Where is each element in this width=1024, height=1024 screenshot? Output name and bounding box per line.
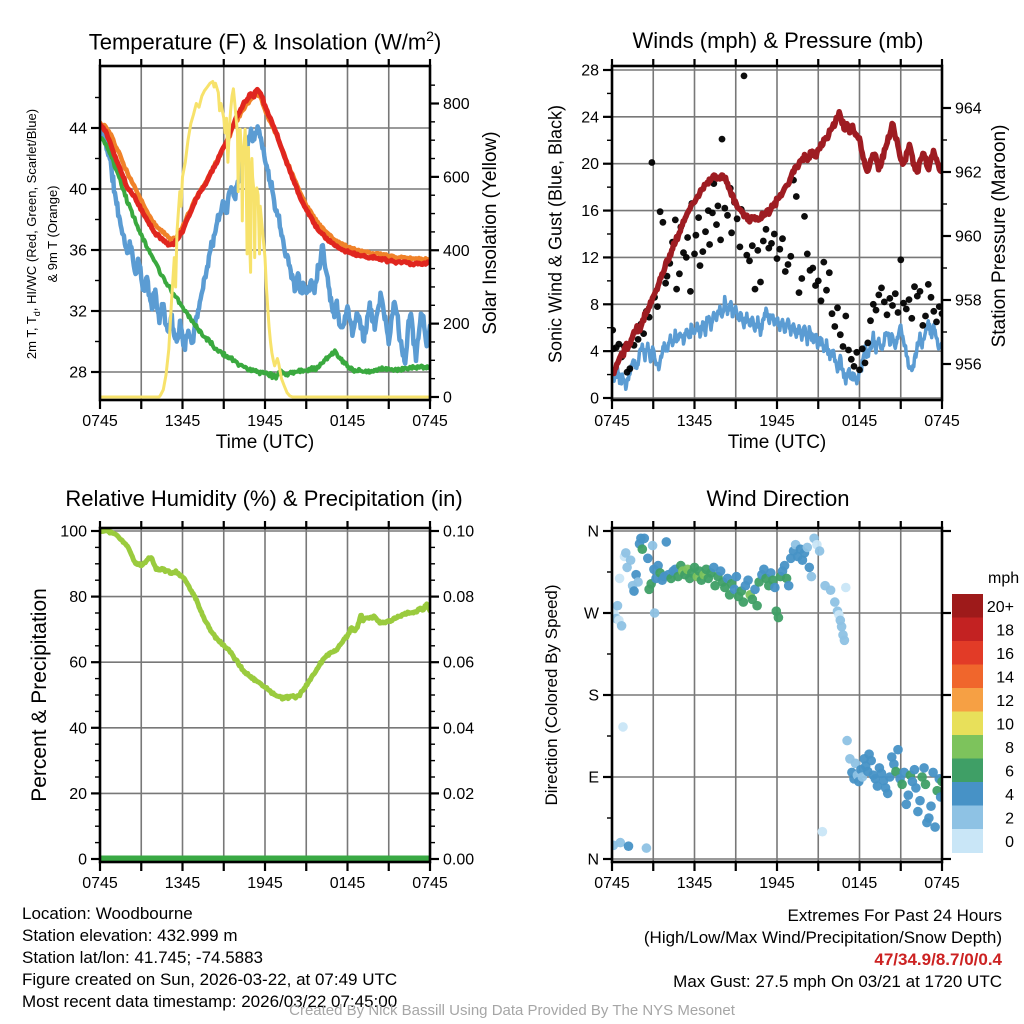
y-tick-label: 20 bbox=[581, 156, 599, 174]
wind-gusts-black-point bbox=[657, 208, 664, 215]
wind-gusts-black-point bbox=[717, 237, 724, 244]
wind-gusts-black-point bbox=[911, 283, 918, 290]
wind-gusts-black-point bbox=[737, 244, 744, 251]
chart-tr bbox=[581, 59, 982, 430]
wind-gusts-black-point bbox=[724, 212, 731, 219]
y-tick-label: 0 bbox=[78, 851, 87, 869]
wind-direction-dots-point bbox=[648, 541, 658, 551]
y-tick-label: 28 bbox=[69, 364, 87, 382]
wind-gusts-black-point bbox=[752, 286, 759, 293]
colorbar-label: 20+ bbox=[986, 598, 1014, 616]
wind-gusts-black-point bbox=[815, 278, 822, 285]
wind-gusts-black-point bbox=[687, 288, 694, 295]
x-tick-label: 1345 bbox=[676, 875, 713, 892]
wind-gusts-black-point bbox=[897, 256, 904, 263]
ylabel-sonic-wind-gust: Sonic Wind & Gust (Blue, Black) bbox=[545, 104, 566, 364]
wind-direction-dots-point bbox=[830, 597, 840, 607]
wind-gusts-black-point bbox=[741, 73, 748, 80]
wind-direction-dots-point bbox=[883, 789, 893, 799]
wind-gusts-black-point bbox=[933, 319, 940, 326]
wind-direction-dots-point bbox=[902, 800, 912, 810]
wind-gusts-black-point bbox=[734, 215, 741, 222]
y-tick-label: 8 bbox=[590, 296, 599, 314]
wind-direction-dots-point bbox=[866, 756, 876, 766]
wind-gusts-black-point bbox=[867, 317, 874, 324]
x-tick-label: 1945 bbox=[759, 413, 795, 430]
wind-gusts-black-point bbox=[654, 303, 661, 310]
wind-gusts-black-point bbox=[749, 242, 756, 249]
wind-direction-dots-point bbox=[803, 543, 813, 553]
wind-gusts-black-point bbox=[862, 360, 869, 367]
y-tick-label: W bbox=[583, 605, 599, 623]
y-tick-label: 80 bbox=[69, 589, 87, 607]
wind-direction-dots-point bbox=[615, 574, 625, 584]
y-tick-label: 600 bbox=[443, 169, 470, 187]
colorbar-label: 16 bbox=[996, 645, 1014, 663]
colorbar-label: 14 bbox=[996, 669, 1014, 687]
wind-gusts-black-point bbox=[776, 246, 783, 253]
chart-tl bbox=[69, 59, 470, 430]
wind-gusts-black-point bbox=[922, 313, 929, 320]
chart-title-humidity-precip: Relative Humidity (%) & Precipitation (in) bbox=[65, 486, 463, 511]
y-tick-label: 4 bbox=[590, 343, 599, 361]
y-tick-label: 0.10 bbox=[443, 523, 475, 541]
wind-gusts-black-point bbox=[693, 232, 700, 239]
wind-gusts-black-point bbox=[782, 268, 789, 275]
x-tick-label: 0145 bbox=[329, 875, 366, 892]
y-tick-label: N bbox=[587, 523, 599, 541]
wind-gusts-black-point bbox=[785, 261, 792, 268]
ylabel-percent-precipitation: Percent & Precipitation bbox=[28, 588, 51, 802]
wind-direction-dots-point bbox=[624, 841, 634, 851]
wind-direction-dots-point bbox=[913, 807, 923, 817]
wind-direction-dots-point bbox=[910, 765, 920, 775]
x-tick-label: 1345 bbox=[164, 413, 201, 430]
wind-direction-dots-point bbox=[780, 561, 790, 571]
x-tick-label: 0745 bbox=[924, 875, 960, 892]
ylabel-temperature-left: 2m T, $T_d$, HI/WC (Red, Green, Scarlet/Blue) & 9m T (Orange) bbox=[24, 108, 60, 360]
wind-gusts-black-point bbox=[875, 292, 882, 299]
extremes-block bbox=[644, 905, 1002, 993]
ylabel-solar-insolation: Solar Insolation (Yellow) bbox=[480, 131, 501, 335]
station-elevation: Station elevation: 432.999 m bbox=[22, 926, 238, 945]
y-tick-label: 0 bbox=[590, 390, 599, 408]
wind-gusts-black-point bbox=[672, 217, 679, 224]
colorbar-segment-8 bbox=[952, 735, 983, 759]
wind-direction-dots-point bbox=[818, 827, 828, 837]
wind-gusts-black-point bbox=[713, 221, 720, 228]
wind-gusts-black-point bbox=[859, 345, 866, 352]
wind-gusts-black-point bbox=[831, 323, 838, 330]
wind-gusts-black-point bbox=[856, 367, 863, 374]
wind-direction-dots-point bbox=[919, 763, 929, 773]
wind-gusts-black-point bbox=[719, 136, 726, 143]
wind-gusts-black-point bbox=[757, 279, 764, 286]
wind-direction-dots-point bbox=[618, 722, 628, 732]
wind-gusts-black-point bbox=[845, 347, 852, 354]
wind-gusts-black-point bbox=[709, 210, 716, 217]
wind-direction-dots-point bbox=[642, 843, 652, 853]
y-tick-label: 200 bbox=[443, 316, 470, 334]
y-tick-label: 956 bbox=[955, 356, 982, 374]
chart-bl bbox=[60, 521, 474, 892]
wind-gusts-black-point bbox=[684, 234, 691, 241]
wind-gusts-black-point bbox=[796, 289, 803, 296]
chart-title-winds-pressure: Winds (mph) & Pressure (mb) bbox=[632, 28, 924, 53]
wind-gusts-black-point bbox=[925, 281, 932, 288]
wind-gusts-black-point bbox=[818, 297, 825, 304]
wind-gusts-black-point bbox=[930, 308, 937, 315]
wind-direction-dots-point bbox=[716, 566, 726, 576]
y-tick-label: 400 bbox=[443, 242, 470, 260]
colorbar-label: 18 bbox=[996, 622, 1014, 640]
colorbar-segment-20+ bbox=[952, 594, 983, 618]
figure-created-timestamp: Figure created on Sun, 2026-03-22, at 07:49 UTC bbox=[22, 970, 398, 989]
y-tick-label: E bbox=[588, 769, 599, 787]
y-tick-label: 958 bbox=[955, 292, 982, 310]
wind-gusts-black-point bbox=[829, 310, 836, 317]
y-tick-label: 0 bbox=[443, 389, 452, 407]
xlabel-time-utc-left: Time (UTC) bbox=[215, 432, 315, 453]
wind-direction-dots-point bbox=[930, 822, 940, 832]
y-tick-label: 100 bbox=[60, 523, 87, 541]
wind-direction-dots-point bbox=[732, 572, 742, 582]
chart-title-temperature-insolation: Temperature (F) & Insolation $(W/m^2)$ bbox=[88, 28, 442, 55]
wind-direction-dots-point bbox=[662, 537, 672, 547]
wind-gusts-black-point bbox=[842, 313, 849, 320]
wind-gusts-black-point bbox=[763, 226, 770, 233]
wind-direction-dots-point bbox=[640, 534, 650, 544]
max-gust-line: Max Gust: 27.5 mph On 03/21 at 1720 UTC bbox=[673, 972, 1002, 991]
wind-direction-dots-point bbox=[739, 597, 749, 607]
credit-line: Created By Nick Bassill Using Data Provided By The NYS Mesonet bbox=[289, 1002, 735, 1019]
y-tick-label: 60 bbox=[69, 654, 87, 672]
x-tick-label: 0745 bbox=[82, 413, 118, 430]
chart-br bbox=[584, 521, 960, 892]
wind-gusts-black-point bbox=[660, 219, 667, 226]
colorbar-segment-12 bbox=[952, 688, 983, 712]
wind-gusts-black-point bbox=[793, 193, 800, 200]
y-tick-label: 44 bbox=[69, 120, 87, 138]
wind-gusts-black-point bbox=[743, 252, 750, 259]
colorbar-label: 2 bbox=[1005, 810, 1014, 828]
wind-direction-dots-point bbox=[841, 583, 851, 593]
station-info-block bbox=[22, 903, 397, 1013]
wind-gusts-black-point bbox=[848, 356, 855, 363]
wind-gusts-black-point bbox=[801, 213, 808, 220]
wind-gusts-black-point bbox=[702, 228, 709, 235]
wind-gusts-black-point bbox=[826, 269, 833, 276]
wind-direction-dots-point bbox=[842, 736, 852, 746]
wind-direction-dots-point bbox=[613, 601, 623, 611]
wind-gusts-black-point bbox=[760, 238, 767, 245]
wind-direction-dots-point bbox=[633, 577, 643, 587]
wind-direction-dots-point bbox=[893, 745, 903, 755]
y-tick-label: 962 bbox=[955, 164, 982, 182]
wind-gusts-black-point bbox=[886, 295, 893, 302]
y-tick-label: 36 bbox=[69, 242, 87, 260]
wind-gusts-black-point bbox=[635, 336, 642, 343]
colorbar-segment-2 bbox=[952, 806, 983, 830]
wind-gusts-black-point bbox=[917, 288, 924, 295]
colorbar-segment-10 bbox=[952, 712, 983, 736]
wind-gusts-black-point bbox=[928, 294, 935, 301]
wind-gusts-black-point bbox=[673, 286, 680, 293]
x-tick-label: 1945 bbox=[247, 413, 283, 430]
colorbar-segment-0 bbox=[952, 829, 983, 853]
colorbar-label: 6 bbox=[1005, 763, 1014, 781]
wind-gusts-black-point bbox=[873, 307, 880, 314]
wind-gusts-black-point bbox=[691, 251, 698, 258]
wind-gusts-black-point bbox=[728, 229, 735, 236]
y-tick-label: 0.00 bbox=[443, 851, 475, 869]
x-tick-label: 0745 bbox=[594, 875, 630, 892]
wind-direction-dots-point bbox=[774, 613, 784, 623]
wind-gusts-black-point bbox=[754, 247, 761, 254]
colorbar-segment-6 bbox=[952, 759, 983, 783]
wind-direction-dots-point bbox=[915, 796, 925, 806]
wind-direction-dots-point bbox=[936, 792, 946, 802]
colorbar-label: 0 bbox=[1005, 833, 1014, 851]
wind-direction-dots-point bbox=[616, 838, 626, 848]
colorbar-segment-18 bbox=[952, 618, 983, 642]
y-tick-label: 0.06 bbox=[443, 654, 475, 672]
y-tick-label: 40 bbox=[69, 720, 87, 738]
wind-gusts-black-point bbox=[908, 315, 915, 322]
wind-gusts-black-point bbox=[820, 259, 827, 266]
wind-direction-dots-point bbox=[784, 581, 794, 591]
wind-gusts-black-point bbox=[771, 231, 778, 238]
y-tick-label: 964 bbox=[955, 100, 982, 118]
wind-gusts-black-point bbox=[906, 296, 913, 303]
wind-gusts-black-point bbox=[683, 254, 690, 261]
extremes-subheading: (High/Low/Max Wind/Precipitation/Snow Depth) bbox=[643, 928, 1002, 947]
colorbar-segment-14 bbox=[952, 665, 983, 689]
colorbar-title-mph: mph bbox=[988, 570, 1020, 587]
wind-direction-dots-point bbox=[805, 563, 815, 573]
wind-direction-dots-point bbox=[897, 780, 907, 790]
y-tick-label: 32 bbox=[69, 303, 87, 321]
wind-direction-dots-point bbox=[617, 621, 627, 631]
wind-direction-dots-point bbox=[924, 813, 934, 823]
wind-gusts-black-point bbox=[779, 235, 786, 242]
chart-title-wind-direction: Wind Direction bbox=[706, 486, 850, 511]
wind-direction-dots-point bbox=[826, 585, 836, 595]
wind-gusts-black-point bbox=[884, 311, 891, 318]
extremes-heading: Extremes For Past 24 Hours bbox=[787, 906, 1002, 925]
x-tick-label: 0745 bbox=[412, 413, 448, 430]
x-tick-label: 1945 bbox=[247, 875, 283, 892]
wind-direction-dots-point bbox=[638, 544, 648, 554]
wind-gusts-black-point bbox=[919, 322, 926, 329]
wind-direction-dots-point bbox=[815, 546, 825, 556]
most-recent-data-timestamp: Most recent data timestamp: 2026/03/22 07:45:00 bbox=[22, 992, 398, 1011]
wind-gusts-black-point bbox=[721, 205, 728, 212]
y-tick-label: 20 bbox=[69, 785, 87, 803]
wind-gusts-black-point bbox=[715, 203, 722, 210]
x-tick-label: 0745 bbox=[82, 875, 118, 892]
wind-gusts-black-point bbox=[697, 262, 704, 269]
wind-direction-dots-point bbox=[752, 601, 762, 611]
x-tick-label: 1345 bbox=[676, 413, 713, 430]
wind-direction-dots-point bbox=[837, 622, 847, 632]
y-tick-label: 0.04 bbox=[443, 720, 475, 738]
ylabel-direction-colored-by-speed: Direction (Colored By Speed) bbox=[542, 584, 561, 806]
wind-gusts-black-point bbox=[889, 302, 896, 309]
y-tick-label: 40 bbox=[69, 181, 87, 199]
wind-gusts-black-point bbox=[804, 251, 811, 258]
extremes-values: 47/34.9/8.7/0/0.4 bbox=[874, 950, 1002, 969]
wind-direction-dots-point bbox=[743, 575, 753, 585]
wind-gusts-black-point bbox=[864, 340, 871, 347]
wind-gusts-black-point bbox=[895, 309, 902, 316]
y-tick-label: S bbox=[588, 687, 599, 705]
wind-gusts-black-point bbox=[837, 331, 844, 338]
wind-direction-dots-point bbox=[926, 801, 936, 811]
y-tick-label: 800 bbox=[443, 96, 470, 113]
wind-gusts-black-point bbox=[695, 214, 702, 221]
wind-gusts-black-point bbox=[878, 285, 885, 292]
y-tick-label: 28 bbox=[581, 62, 599, 80]
colorbar-label: 10 bbox=[996, 716, 1014, 734]
wind-direction-dots-point bbox=[626, 555, 636, 565]
x-tick-label: 0745 bbox=[924, 413, 960, 430]
colorbar-label: 12 bbox=[996, 692, 1014, 710]
colorbar-label: 4 bbox=[1005, 786, 1014, 804]
speed-colorbar bbox=[952, 594, 1014, 853]
wind-gusts-black-point bbox=[649, 159, 656, 166]
y-tick-label: 24 bbox=[581, 109, 599, 127]
wind-direction-dots-point bbox=[840, 636, 850, 646]
ylabel-station-pressure: Station Pressure (Maroon) bbox=[989, 124, 1010, 348]
wind-direction-dots-point bbox=[650, 608, 660, 618]
wind-direction-dots-point bbox=[629, 586, 639, 596]
wind-gusts-black-point bbox=[699, 248, 706, 255]
x-tick-label: 1945 bbox=[759, 875, 795, 892]
y-tick-label: 12 bbox=[581, 249, 599, 267]
wind-direction-dots-point bbox=[911, 783, 921, 793]
wind-gusts-black-point bbox=[768, 240, 775, 247]
y-tick-label: 0.02 bbox=[443, 785, 475, 803]
wind-gusts-black-point bbox=[676, 270, 683, 277]
wind-direction-dots-point bbox=[807, 572, 817, 582]
x-tick-label: 0145 bbox=[841, 413, 878, 430]
wind-direction-dots-point bbox=[921, 780, 931, 790]
wind-direction-dots-point bbox=[770, 583, 780, 593]
colorbar-segment-16 bbox=[952, 641, 983, 665]
wind-gusts-black-point bbox=[774, 255, 781, 262]
wind-gusts-black-point bbox=[809, 265, 816, 272]
wind-gusts-black-point bbox=[706, 241, 713, 248]
wind-gusts-black-point bbox=[834, 304, 841, 311]
colorbar-segment-4 bbox=[952, 782, 983, 806]
x-tick-label: 0145 bbox=[329, 413, 366, 430]
wind-gusts-black-point bbox=[746, 258, 753, 265]
wind-gusts-black-point bbox=[627, 365, 634, 372]
wind-gusts-black-point bbox=[798, 275, 805, 282]
x-tick-label: 0145 bbox=[841, 875, 878, 892]
wind-gusts-black-point bbox=[892, 290, 899, 297]
colorbar-label: 8 bbox=[1005, 739, 1014, 757]
wind-direction-dots-point bbox=[904, 790, 914, 800]
x-tick-label: 1345 bbox=[164, 875, 201, 892]
y-tick-label: 960 bbox=[955, 228, 982, 246]
y-tick-label: 0.08 bbox=[443, 589, 475, 607]
station-location: Location: Woodbourne bbox=[22, 904, 193, 923]
y-tick-label: 16 bbox=[581, 203, 599, 221]
wind-gusts-black-point bbox=[823, 287, 830, 294]
x-tick-label: 0745 bbox=[412, 875, 448, 892]
xlabel-time-utc-right: Time (UTC) bbox=[727, 432, 827, 453]
station-latlon: Station lat/lon: 41.745; -74.5883 bbox=[22, 948, 264, 967]
wind-gusts-black-point bbox=[787, 253, 794, 260]
x-tick-label: 0745 bbox=[594, 413, 630, 430]
y-tick-label: N bbox=[587, 851, 599, 869]
wind-gusts-black-point bbox=[870, 301, 877, 308]
wind-gusts-black-point bbox=[903, 306, 910, 313]
wind-direction-dots-point bbox=[643, 554, 653, 564]
wind-gusts-black-point bbox=[662, 280, 669, 287]
